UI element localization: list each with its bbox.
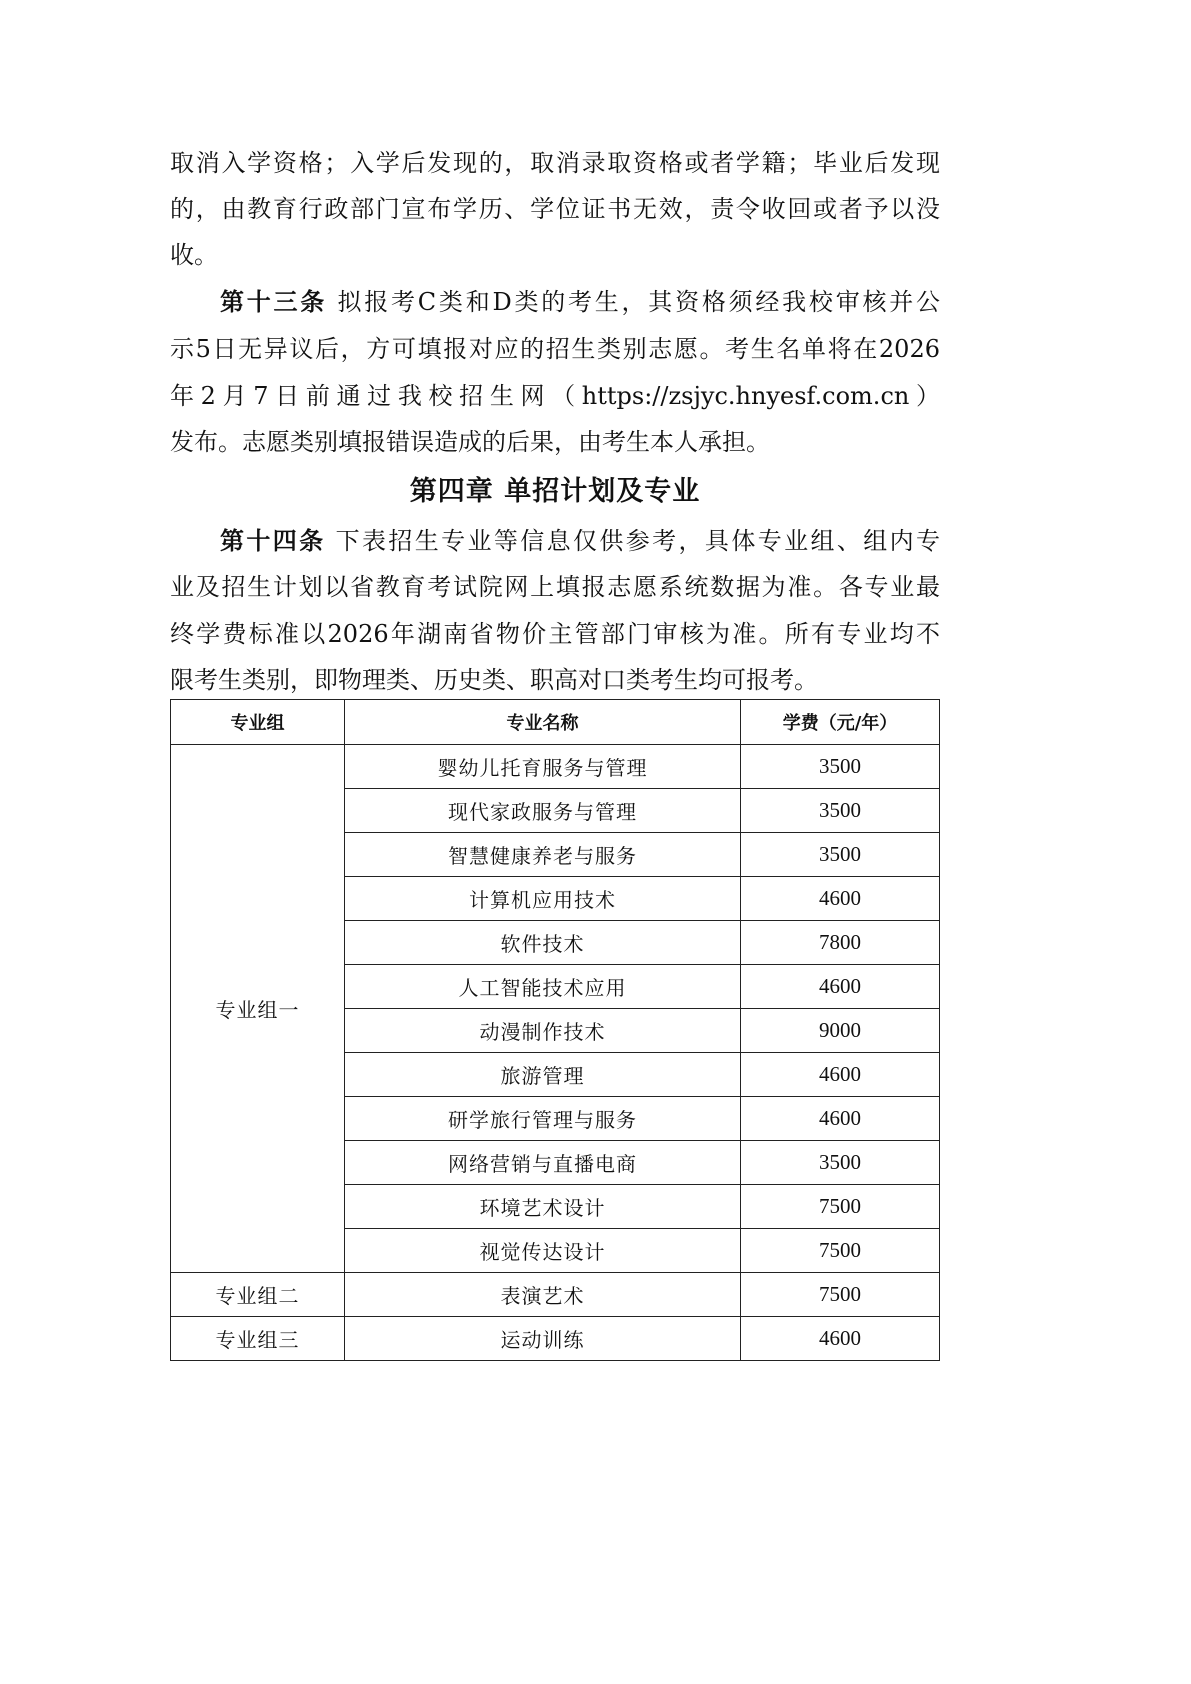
major-cell: 研学旅行管理与服务: [345, 1097, 741, 1141]
article-13-text: 拟报考C类和D类的考生，其资格须经我校审核并公: [337, 288, 940, 316]
article-14-label: 第十四条: [220, 527, 326, 555]
article-14-line: 业及招生计划以省教育考试院网上填报志愿系统数据为准。各专业最: [170, 573, 940, 601]
fee-cell: 9000: [741, 1009, 940, 1053]
article-14-first-line: [170, 518, 940, 564]
fee-cell: 4600: [741, 965, 940, 1009]
fee-cell: 4600: [741, 877, 940, 921]
fee-cell: 3500: [741, 1141, 940, 1185]
group-cell: 专业组二: [171, 1273, 345, 1317]
table-row: [171, 745, 940, 789]
major-cell: 人工智能技术应用: [345, 965, 741, 1009]
article-14-text: 下表招生专业等信息仅供参考，具体专业组、组内专: [335, 527, 941, 555]
table-header-row: [171, 700, 940, 745]
major-cell: 运动训练: [345, 1317, 741, 1361]
major-cell: 网络营销与直播电商: [345, 1141, 741, 1185]
paragraph-line: 收。: [170, 241, 218, 269]
article-14-line: 限考生类别，即物理类、历史类、职高对口类考生均可报考。: [170, 666, 818, 694]
fee-cell: 4600: [741, 1317, 940, 1361]
major-cell: 旅游管理: [345, 1053, 741, 1097]
major-cell: 婴幼儿托育服务与管理: [345, 745, 741, 789]
article-13-first-line: [170, 279, 940, 325]
table-row: [171, 1317, 940, 1361]
major-cell: 动漫制作技术: [345, 1009, 741, 1053]
major-cell: 表演艺术: [345, 1273, 741, 1317]
fee-cell: 4600: [741, 1053, 940, 1097]
major-cell: 智慧健康养老与服务: [345, 833, 741, 877]
fee-cell: 3500: [741, 789, 940, 833]
major-cell: 视觉传达设计: [345, 1229, 741, 1273]
fee-cell: 7500: [741, 1185, 940, 1229]
fee-cell: 3500: [741, 833, 940, 877]
article-13-label: 第十三条: [220, 288, 328, 316]
fee-cell: 7800: [741, 921, 940, 965]
article-14-line: 终学费标准以2026年湖南省物价主管部门审核为准。所有专业均不: [170, 620, 940, 648]
major-cell: 现代家政服务与管理: [345, 789, 741, 833]
paragraph-line: 的，由教育行政部门宣布学历、学位证书无效，责令收回或者予以没: [170, 195, 940, 223]
fee-cell: 7500: [741, 1229, 940, 1273]
major-cell: 软件技术: [345, 921, 741, 965]
article-13-line: 年2月7日前通过我校招生网（https://zsjyc.hnyesf.com.cn）: [170, 382, 940, 410]
chapter-heading: 第四章 单招计划及专业: [409, 476, 701, 507]
fee-cell: 4600: [741, 1097, 940, 1141]
fee-cell: 7500: [741, 1273, 940, 1317]
article-13-line: 发布。志愿类别填报错误造成的后果，由考生本人承担。: [170, 428, 770, 456]
major-cell: 环境艺术设计: [345, 1185, 741, 1229]
article-13-line: 示5日无异议后，方可填报对应的招生类别志愿。考生名单将在2026: [170, 335, 940, 363]
header-major-group: 专业组: [171, 700, 345, 745]
major-fee-table: [170, 699, 940, 1361]
paragraph-line: 取消入学资格；入学后发现的，取消录取资格或者学籍；毕业后发现: [170, 149, 940, 177]
group-cell: 专业组一: [171, 745, 345, 1273]
header-tuition: 学费（元/年）: [741, 700, 940, 745]
table-body: [171, 745, 940, 1361]
major-cell: 计算机应用技术: [345, 877, 741, 921]
group-cell: 专业组三: [171, 1317, 345, 1361]
fee-cell: 3500: [741, 745, 940, 789]
header-major-name: 专业名称: [345, 700, 741, 745]
table-row: [171, 1273, 940, 1317]
